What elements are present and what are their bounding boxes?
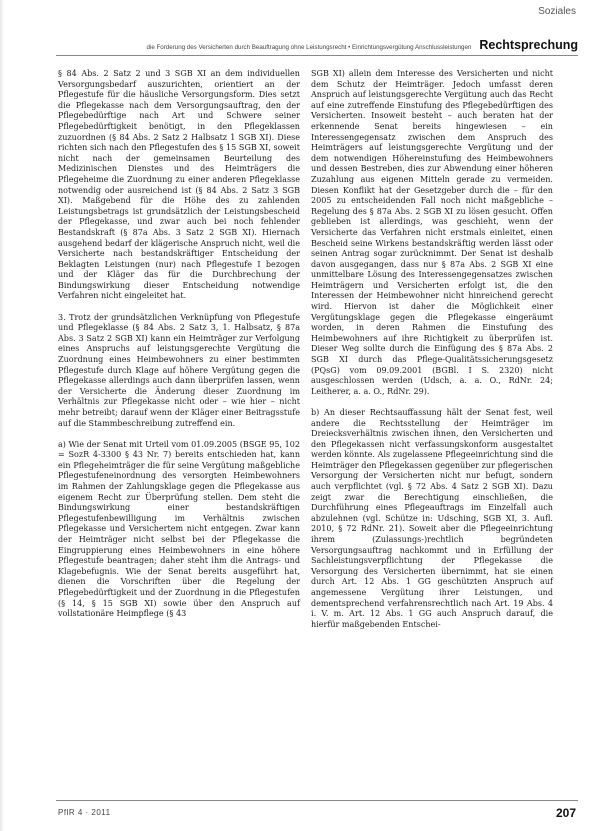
footer-rule: [56, 800, 578, 801]
paragraph: § 84 Abs. 2 Satz 2 und 3 SGB XI an dem individuellen Versorgungsbedarf auszurichten, orientiert an der Pflegestufe für die häusliche Versorgungsform. Dies setzt die Pflegekasse nach dem Versorgungsauftrag, den der Pflegebedürftige nach Art und Schwere seiner Pflegebedürftigkeit benötigt, in den Pflegeklassen zuzuordnen (§ 84 Abs. 2 Satz 2 Halbsatz 1 SGB XI). Diese richten sich nach den Pflegestufen des § 15 SGB XI, soweit nicht nach der gemeinsamen Beurteilung des Medizinischen Dienstes und des Heimträgers die Pflegeheime die Zuordnung zu einer anderen Pflegeklasse notwendig oder ausreichend ist (§ 84 Abs. 2 Satz 3 SGB XI). Maßgebend für die Höhe des zu zahlenden Leistungsbetrags ist grundsätzlich der Leistungsbescheid der Pflegekasse, und zwar auch bei noch fehlender Bestandskraft (§ 87a Abs. 3 Satz 2 SGB XI). Hiernach ausgehend bedarf der klägerische Anspruch nicht, weil die Versicherte nach bestandskräftiger Entscheidung der Beklagten Leistungen (nur) nach Pflegestufe I bezogen und der Kläger das für die Durchbrechung der Bindungswirkung dieser Entscheidung notwendige Verfahren nicht eingeleitet hat.: [58, 69, 300, 301]
right-text-column: [311, 69, 553, 630]
running-header: [56, 38, 578, 52]
paragraph: 3. Trotz der grundsätzlichen Verknüpfung von Pflegestufe und Pflegeklasse (§ 84 Abs. 2 Satz 3, 1. Halbsatz, § 87a Abs. 3 Satz 2 SGB XI) kann ein Heimträger zur Verfolgung eines Anspruchs auf leistungsgerechte Vergütung die Zuordnung eines Heimbewohners zu einer bestimmten Pflegestufe durch Klage auf höhere Vergütung gegen die Pflegekasse allerdings auch dann überprüfen lassen, wenn der Versicherte die Änderung dieser Zuordnung im Verhältnis zur Pflegekasse nicht oder – wie hier – nicht mehr betreibt; darauf wenn der Kläger einer Beitragsstufe auf die Stammbeschreibung zutreffend ein.: [58, 312, 300, 428]
page-number: 207: [555, 806, 576, 820]
left-text-column: [58, 69, 300, 620]
section-corner-tag: Soziales: [538, 6, 576, 17]
paragraph: a) Wie der Senat mit Urteil vom 01.09.2005 (BSGE 95, 102 = SozR 4-3300 § 43 Nr. 7) bereits entschieden hat, kann ein Pflegeheimträger die für seine Vergütung maßgebliche Pflegestufeneinordnung des versorgten Heimbewohners im Rahmen der Zahlungsklage gegen die Pflegekasse aus eigenem Recht zur Überprüfung stellen. Dem steht die Bindungswirkung einer bestandskräftigen Pflegestufenbewilligung im Verhältnis zwischen Pflegekasse und Versichertem nicht entgegen. Zwar kann der Heimträger nicht selbst bei der Pflegekasse die Eingruppierung eines Heimbewohners in eine höhere Pflegestufe beantragen; daher steht ihm die Antrags- und Klagebefugnis. Wie der Senat bereits ausgeführt hat, dienen die Vorschriften über die Regelung der Pflegebedürftigkeit und der Zuordnung in die Pflegestufen (§ 14, § 15 SGB XI) sowie über den Anspruch auf vollstationäre Heimpflege (§ 43: [58, 439, 300, 619]
page-gutter-shadow: [0, 0, 4, 831]
paragraph: b) An dieser Rechtsauffassung hält der Senat fest, weil andere die Rechtsstellung der Heimträger im Dreiecksverhältnis zwischen ihnen, den Versicherten und den Pflegekassen nicht verfassungskonform ausgestaltet werden könnte. Als zugelassene Pflegeeinrichtung sind die Heimträger den Pflegekassen gegenüber zur pflegerischen Versorgung der Versicherten nicht nur befugt, sondern auch verpflichtet (vgl. § 72 Abs. 4 Satz 2 SGB XI). Dazu zeigt zwar die Berechtigung einschließen, die Durchführung eines Pflegeauftrags im Einzelfall auch abzulehnen (vgl. Schütze in: Udsching, SGB XI, 3. Aufl. 2010, § 72 RdNr. 21). Soweit aber die Pflegeeinrichtung ihrem (Zulassungs-)rechtlich begründeten Versorgungsauftrag nachkommt und in Erfüllung der Sachleistungsverpflichtung der Pflegekasse die Versorgung des Versicherten übernimmt, hat sie einen durch Art. 12 Abs. 1 GG geschützten Anspruch auf angemessene Vergütung ihrer Leistungen, und dementsprechend verfahrensrechtlich nach Art. 19 Abs. 4 i. V. m. Art. 12 Abs. 1 GG auch Anspruch darauf, die hierfür maßgebenden Entschei-: [311, 407, 553, 629]
running-header-subtitle: die Forderung des Versicherten durch Beauftragung ohne Leistungsrecht • Einrichtungsvergütung Anschlussleistungen: [146, 44, 472, 51]
footer-journal: PflR 4 · 2011: [58, 808, 111, 817]
running-header-title: Rechtsprechung: [479, 38, 578, 52]
header-rule: [56, 55, 578, 56]
paragraph: SGB XI) allein dem Interesse des Versicherten und nicht dem Schutz der Heimträger. Jedoch umfasst deren Anspruch auf leistungsgerechte Vergütung auch das Recht auf eine zutreffende Einstufung des Pflegebedürftigen des Versicherten. Insoweit besteht – auch beraten hat der erkennende Senat bereits hingewiesen – ein Interessengegensatz zwischen dem Anspruch des Heimträgers auf leistungsgerechte Vergütung und der dem notwendigen Höhereinstufung des Heimbewohners und dessen Bestreben, dies zur Abwendung einer höheren Zuzahlung aus eigenen Mitteln gerade zu vermeiden. Diesen Konflikt hat der Gesetzgeber durch die – für den 2005 zu entscheidenden Fall noch nicht maßgebliche – Regelung des § 87a Abs. 2 SGB XI zu lösen gesucht. Offen geblieben ist allerdings, was geschieht, wenn der Versicherte das Verfahren nicht erstmals einleitet, einen Bescheid seine Wirkens bestandskräftig werden lässt oder seinen Antrag sogar zurücknimmt. Der Senat ist deshalb davon ausgegangen, dass nur § 87a Abs. 2 SGB XI eine unmittelbare Lösung des Interessengegensatzes zwischen Heimträgern und Versicherten erfolgt ist, die den Interessen der Heimbewohner nicht hinreichend gerecht wird. Hiervon ist daher die Möglichkeit einer Vergütungsklage gegen die Pflegekasse eingeräumt worden, in deren Rahmen die Einstufung des Heimbewohners auf ihre Richtigkeit zu überprüfen ist. Dieser Weg sollte durch die Einfügung des § 87a Abs. 2 SGB XI durch das Pflege-Qualitätssicherungsgesetz (PQsG) vom 09.09.2001 (BGBl. I S. 2320) nicht ausgeschlossen werden (Udsch, a. a. O., RdNr. 24; Leitherer, a. a. O., RdNr. 29).: [311, 69, 553, 396]
